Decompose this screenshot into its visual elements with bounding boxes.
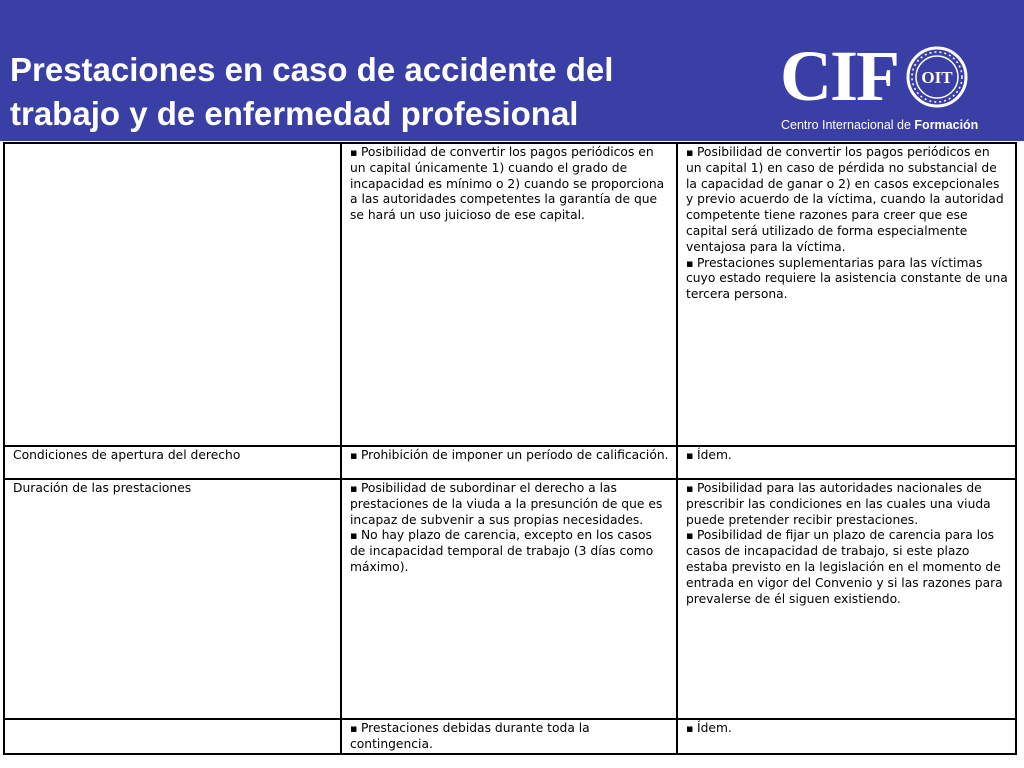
convention-cell [341, 143, 677, 446]
logo-emblem-text: OIT [921, 68, 953, 87]
bullet-item: ▪ Posibilidad para las autoridades nacionales de prescribir las condiciones en las cuales una viuda puede pretender recibir prestaciones. [686, 481, 1009, 528]
bullet-item: ▪ Posibilidad de fijar un plazo de carencia para los casos de incapacidad de trabajo, si este plazo estaba previsto en la legislación en el momento de entrada en vigor del Convenio y si las razones para prevalerse de él siguen existiendo. [686, 528, 1009, 607]
table-row [4, 143, 1016, 446]
bullet-item: ▪ Posibilidad de convertir los pagos periódicos en un capital únicamente 1) cuando el grado de incapacidad es mínimo o 2) cuando se proporciona a las autoridades competentes la garantía de que se hará un uso juicioso de ese capital. [350, 145, 670, 224]
slide-title-line-1: Prestaciones en caso de accidente del [10, 51, 614, 88]
bullet-item: ▪ Prestaciones debidas durante toda la contingencia. [350, 721, 670, 753]
benefits-table [3, 142, 1017, 755]
table-row [4, 719, 1016, 754]
bullet-item: ▪ Ídem. [686, 721, 1009, 737]
convention-cell [341, 479, 677, 719]
recommendation-cell [677, 479, 1016, 719]
logo-subtitle-bold: Formación [914, 118, 979, 132]
slide-content [0, 141, 1024, 768]
bullet-item: ▪ Prohibición de imponer un período de calificación. [350, 448, 670, 464]
logo-subtitle [781, 118, 978, 132]
convention-cell [341, 719, 677, 754]
oit-emblem-icon [904, 44, 970, 110]
cif-logo [774, 36, 1004, 136]
row-label-cell: Duración de las prestaciones [4, 479, 341, 719]
row-label-cell: Condiciones de apertura del derecho [4, 446, 341, 479]
table-row [4, 479, 1016, 719]
bullet-item: ▪ Ídem. [686, 448, 1009, 464]
row-label-cell [4, 719, 341, 754]
logo-subtitle-regular: Centro Internacional de [781, 118, 915, 132]
row-label-cell [4, 143, 341, 446]
logo-wordmark: CIF [780, 36, 898, 116]
recommendation-cell [677, 446, 1016, 479]
bullet-item: ▪ Posibilidad de subordinar el derecho a las prestaciones de la viuda a la presunción de que es incapaz de subvenir a sus propias necesidades. [350, 481, 670, 528]
slide-header [0, 0, 1024, 141]
slide-title-line-2: trabajo y de enfermedad profesional [10, 95, 579, 132]
slide-title [10, 48, 770, 136]
table-row [4, 446, 1016, 479]
bullet-item: ▪ Prestaciones suplementarias para las víctimas cuyo estado requiere la asistencia constante de una tercera persona. [686, 256, 1009, 303]
bullet-item: ▪ Posibilidad de convertir los pagos periódicos en un capital 1) en caso de pérdida no substancial de la capacidad de ganar o 2) en casos excepcionales y previo acuerdo de la víctima, cuando la autoridad competente tiene razones para creer que ese capital será utilizado de forma especialmente ventajosa para la víctima. [686, 145, 1009, 256]
convention-cell [341, 446, 677, 479]
recommendation-cell [677, 143, 1016, 446]
bullet-item: ▪ No hay plazo de carencia, excepto en los casos de incapacidad temporal de trabajo (3 días como máximo). [350, 528, 670, 575]
recommendation-cell [677, 719, 1016, 754]
